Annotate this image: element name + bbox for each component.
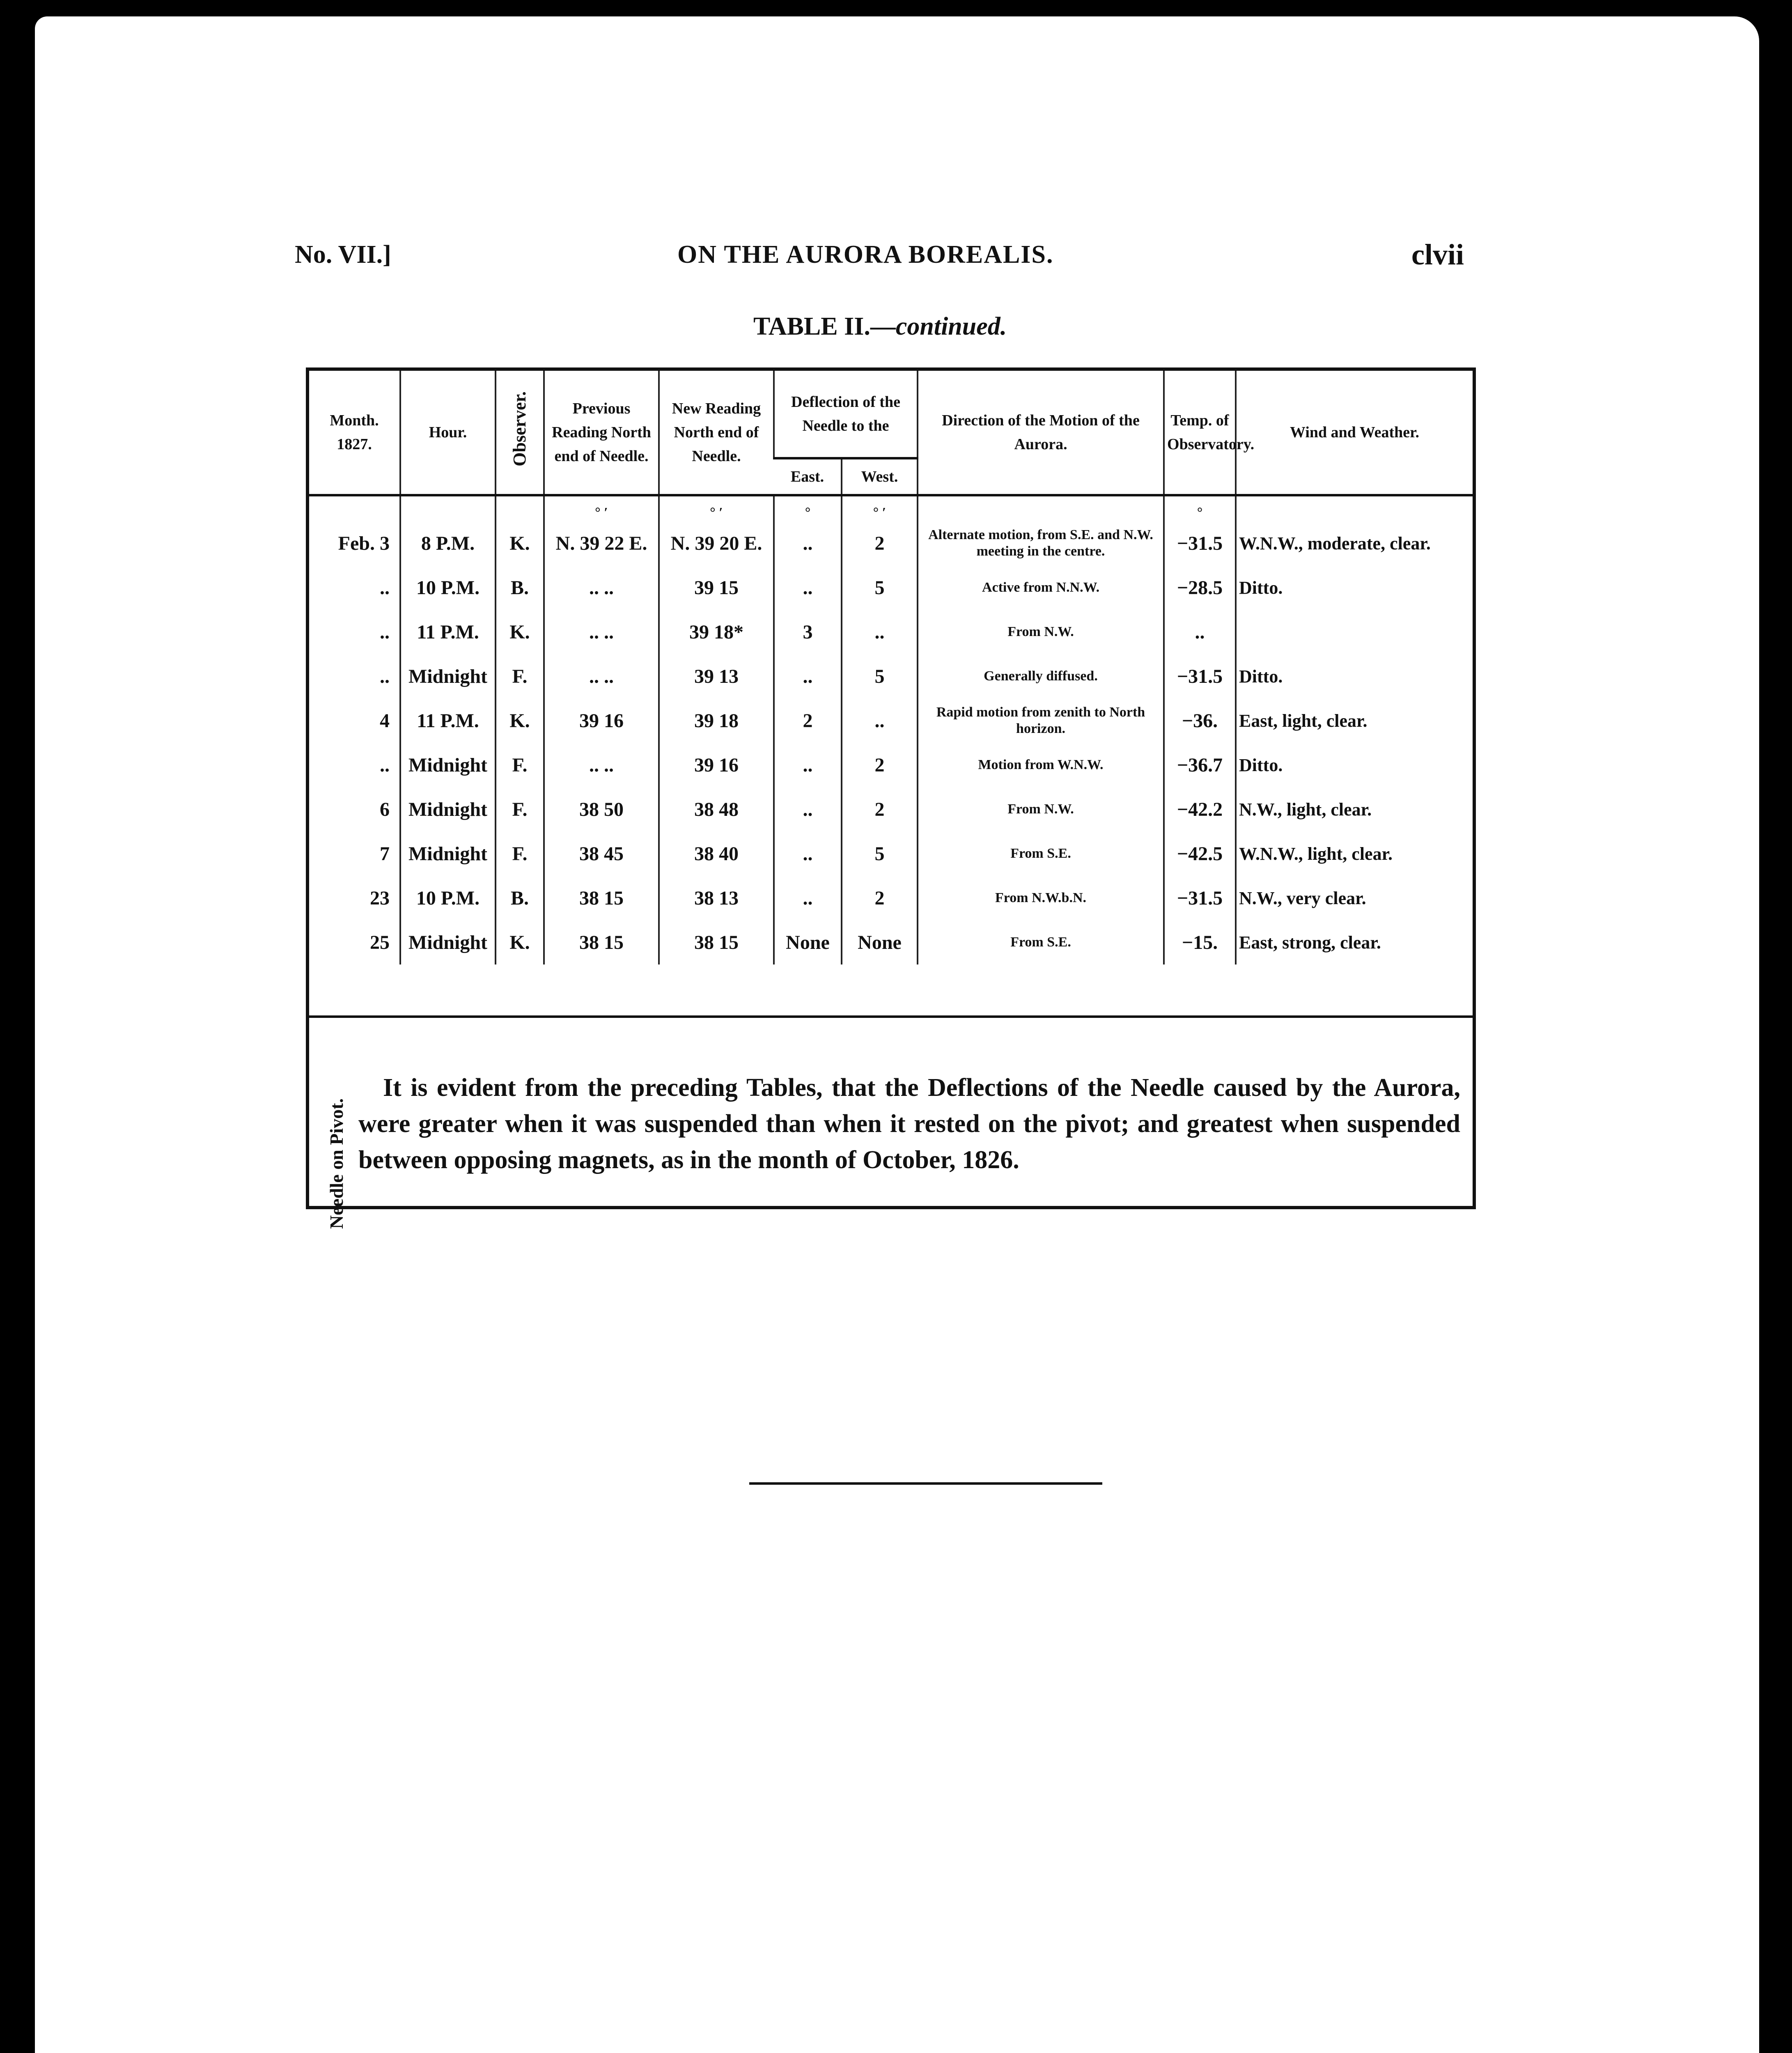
cell-wind: Ditto. bbox=[1236, 654, 1473, 698]
cell-temperature: −31.5 bbox=[1164, 521, 1236, 565]
cell-month: 6 bbox=[380, 798, 390, 820]
cell-month: .. bbox=[380, 665, 390, 687]
cell-month: .. bbox=[380, 576, 390, 599]
cell-new-reading: N. 39 20 E. bbox=[659, 521, 774, 565]
header-observer bbox=[496, 371, 544, 495]
cell-deflection-west: 5 bbox=[842, 565, 918, 610]
table-row bbox=[309, 920, 1473, 964]
header-direction: Direction of the Motion of the Aurora. bbox=[918, 371, 1164, 495]
cell-previous-reading: 38 50 bbox=[544, 787, 659, 831]
header-west: West. bbox=[842, 458, 918, 495]
cell-month: .. bbox=[380, 754, 390, 776]
cell-new-reading: 38 13 bbox=[659, 876, 774, 920]
cell-deflection-east: .. bbox=[774, 787, 842, 831]
cell-direction: Active from N.N.W. bbox=[918, 565, 1164, 610]
running-head bbox=[35, 240, 1759, 277]
cell-deflection-east: .. bbox=[774, 521, 842, 565]
cell-deflection-east: 3 bbox=[774, 610, 842, 654]
cell-hour: Midnight bbox=[400, 920, 496, 964]
degree-mark-new: ° ′ bbox=[659, 495, 774, 521]
cell-month: 23 bbox=[370, 887, 390, 909]
cell-deflection-east: .. bbox=[774, 831, 842, 876]
cell-deflection-west: 2 bbox=[842, 876, 918, 920]
table-row bbox=[309, 743, 1473, 787]
cell-temperature: −42.2 bbox=[1164, 787, 1236, 831]
cell-observer: F. bbox=[496, 787, 544, 831]
cell-hour: 8 P.M. bbox=[400, 521, 496, 565]
cell-temperature: −28.5 bbox=[1164, 565, 1236, 610]
concluding-note: It is evident from the preceding Tables, that the Deflections of the Needle caused by the Aurora, were greater when it was suspended than when it rested on the pivot; and greatest when suspended between opposing magnets, as in the month of October, 1826. bbox=[358, 1074, 1460, 1174]
closing-rule bbox=[749, 1482, 1102, 1485]
cell-direction: From N.W.b.N. bbox=[918, 876, 1164, 920]
degree-mark-row bbox=[309, 495, 1473, 521]
cell-temperature: −42.5 bbox=[1164, 831, 1236, 876]
cell-wind: East, light, clear. bbox=[1236, 698, 1473, 743]
cell-observer: F. bbox=[496, 654, 544, 698]
cell-deflection-east: .. bbox=[774, 743, 842, 787]
table-caption-main: TABLE II.— bbox=[753, 312, 896, 340]
header-wind: Wind and Weather. bbox=[1236, 371, 1473, 495]
cell-deflection-west: .. bbox=[842, 610, 918, 654]
page-title: ON THE AURORA BOREALIS. bbox=[677, 241, 1054, 269]
cell-direction: From S.E. bbox=[918, 920, 1164, 964]
cell-wind: W.N.W., moderate, clear. bbox=[1236, 521, 1473, 565]
cell-direction: Motion from W.N.W. bbox=[918, 743, 1164, 787]
table-row bbox=[309, 610, 1473, 654]
header-observer-text: Observer. bbox=[509, 391, 530, 466]
cell-direction: From N.W. bbox=[918, 787, 1164, 831]
cell-hour: Midnight bbox=[400, 654, 496, 698]
cell-direction: Generally diffused. bbox=[918, 654, 1164, 698]
cell-previous-reading: 38 15 bbox=[544, 920, 659, 964]
cell-previous-reading: 39 16 bbox=[544, 698, 659, 743]
cell-hour: 10 P.M. bbox=[400, 565, 496, 610]
cell-observer: B. bbox=[496, 565, 544, 610]
cell-deflection-west: 2 bbox=[842, 743, 918, 787]
cell-wind: Ditto. bbox=[1236, 565, 1473, 610]
degree-mark-previous: ° ′ bbox=[544, 495, 659, 521]
table-row bbox=[309, 698, 1473, 743]
degree-mark-west: ° ′ bbox=[842, 495, 918, 521]
cell-wind: Ditto. bbox=[1236, 743, 1473, 787]
cell-month: 7 bbox=[380, 843, 390, 865]
header-month: Month. 1827. bbox=[309, 371, 400, 495]
cell-deflection-east: .. bbox=[774, 654, 842, 698]
cell-observer: K. bbox=[496, 698, 544, 743]
cell-deflection-east: .. bbox=[774, 876, 842, 920]
cell-deflection-east: None bbox=[774, 920, 842, 964]
cell-observer: F. bbox=[496, 831, 544, 876]
header-hour: Hour. bbox=[400, 371, 496, 495]
degree-mark-east: ° bbox=[774, 495, 842, 521]
cell-deflection-east: 2 bbox=[774, 698, 842, 743]
table-row bbox=[309, 565, 1473, 610]
cell-new-reading: 39 16 bbox=[659, 743, 774, 787]
cell-observer: F. bbox=[496, 743, 544, 787]
table-caption-italic: continued. bbox=[895, 312, 1007, 340]
cell-temperature: .. bbox=[1164, 610, 1236, 654]
table-row bbox=[309, 654, 1473, 698]
cell-new-reading: 38 40 bbox=[659, 831, 774, 876]
cell-previous-reading: 38 45 bbox=[544, 831, 659, 876]
cell-previous-reading: .. .. bbox=[544, 610, 659, 654]
needle-on-pivot-label: Needle on Pivot. bbox=[326, 1098, 347, 1229]
cell-observer: K. bbox=[496, 610, 544, 654]
header-new-reading: New Reading North end of Needle. bbox=[659, 371, 774, 495]
cell-deflection-west: 5 bbox=[842, 831, 918, 876]
cell-previous-reading: 38 15 bbox=[544, 876, 659, 920]
cell-direction: From S.E. bbox=[918, 831, 1164, 876]
cell-wind: W.N.W., light, clear. bbox=[1236, 831, 1473, 876]
table-caption bbox=[753, 312, 1007, 341]
cell-month: 4 bbox=[380, 710, 390, 732]
cell-month: .. bbox=[380, 621, 390, 643]
cell-new-reading: 38 48 bbox=[659, 787, 774, 831]
header-temperature: Temp. of Observatory. bbox=[1164, 371, 1236, 495]
table-body bbox=[309, 495, 1473, 964]
table-row bbox=[309, 787, 1473, 831]
cell-deflection-west: None bbox=[842, 920, 918, 964]
observation-table bbox=[309, 371, 1473, 964]
cell-deflection-west: 2 bbox=[842, 521, 918, 565]
cell-month: 25 bbox=[370, 931, 390, 953]
cell-temperature: −15. bbox=[1164, 920, 1236, 964]
cell-direction: Alternate motion, from S.E. and N.W. meeting in the centre. bbox=[918, 521, 1164, 565]
cell-new-reading: 39 18 bbox=[659, 698, 774, 743]
cell-temperature: −36.7 bbox=[1164, 743, 1236, 787]
cell-direction: From N.W. bbox=[918, 610, 1164, 654]
page-number: clvii bbox=[1411, 238, 1464, 271]
table-row bbox=[309, 831, 1473, 876]
header-deflection: Deflection of the Needle to the bbox=[774, 371, 918, 458]
cell-previous-reading: .. .. bbox=[544, 743, 659, 787]
cell-hour: Midnight bbox=[400, 831, 496, 876]
cell-observer: K. bbox=[496, 521, 544, 565]
cell-observer: K. bbox=[496, 920, 544, 964]
cell-wind: East, strong, clear. bbox=[1236, 920, 1473, 964]
cell-hour: Midnight bbox=[400, 743, 496, 787]
cell-new-reading: 39 18* bbox=[659, 610, 774, 654]
cell-temperature: −31.5 bbox=[1164, 876, 1236, 920]
cell-new-reading: 39 13 bbox=[659, 654, 774, 698]
cell-previous-reading: .. .. bbox=[544, 565, 659, 610]
section-number: No. VII.] bbox=[295, 241, 391, 269]
cell-hour: 11 P.M. bbox=[400, 610, 496, 654]
cell-hour: 10 P.M. bbox=[400, 876, 496, 920]
cell-observer: B. bbox=[496, 876, 544, 920]
cell-temperature: −31.5 bbox=[1164, 654, 1236, 698]
table-end-rule bbox=[309, 1015, 1473, 1018]
cell-wind bbox=[1236, 610, 1473, 654]
cell-deflection-west: 5 bbox=[842, 654, 918, 698]
cell-wind: N.W., very clear. bbox=[1236, 876, 1473, 920]
cell-direction: Rapid motion from zenith to North horizon. bbox=[918, 698, 1164, 743]
cell-new-reading: 39 15 bbox=[659, 565, 774, 610]
header-previous-reading: Previous Reading North end of Needle. bbox=[544, 371, 659, 495]
cell-deflection-west: 2 bbox=[842, 787, 918, 831]
cell-month: Feb. 3 bbox=[338, 532, 390, 554]
cell-wind: N.W., light, clear. bbox=[1236, 787, 1473, 831]
cell-new-reading: 38 15 bbox=[659, 920, 774, 964]
page bbox=[35, 16, 1759, 2053]
cell-previous-reading: .. .. bbox=[544, 654, 659, 698]
cell-deflection-west: .. bbox=[842, 698, 918, 743]
cell-hour: Midnight bbox=[400, 787, 496, 831]
table-frame bbox=[306, 367, 1476, 1229]
cell-deflection-east: .. bbox=[774, 565, 842, 610]
cell-hour: 11 P.M. bbox=[400, 698, 496, 743]
table-row bbox=[309, 876, 1473, 920]
cell-previous-reading: N. 39 22 E. bbox=[544, 521, 659, 565]
header-east: East. bbox=[774, 458, 842, 495]
degree-mark-temp: ° bbox=[1164, 495, 1236, 521]
cell-temperature: −36. bbox=[1164, 698, 1236, 743]
table-row bbox=[309, 521, 1473, 565]
